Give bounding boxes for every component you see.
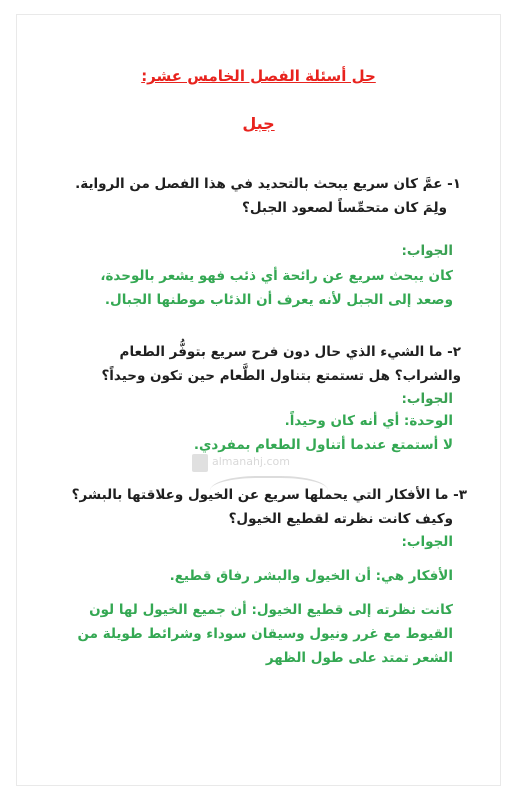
answer-3-line-3: القيوط مع غرر ونيول وسيقان سوداء وشرائط طويلة من bbox=[77, 626, 453, 642]
answer-3-line-1: الأفكار هي: أن الخيول والبشر رفاق قطيع. bbox=[169, 568, 453, 584]
title-text: حل أسئلة الفصل الخامس عشر: bbox=[141, 67, 376, 85]
question-3 bbox=[27, 483, 467, 531]
answer-3 bbox=[33, 564, 453, 670]
question-1-line-1: ١- عمَّ كان سريع يبحث بالتحديد في هذا الفصل من الرواية. bbox=[75, 176, 461, 192]
answer-1-label: الجواب: bbox=[401, 243, 453, 259]
question-1-line-2: ولِمَ كان متحمِّساً لصعود الجبل؟ bbox=[242, 200, 447, 216]
watermark-logo-icon bbox=[192, 454, 208, 472]
answer-2-line-1: الوحدة: أي أنه كان وحيداً. bbox=[284, 413, 453, 429]
question-2-line-2: والشراب؟ هل تستمتع بتناول الطَّعام حين تكون وحيداً؟ bbox=[101, 368, 461, 384]
watermark-text: almanahj.com bbox=[212, 455, 290, 468]
question-2-line-1: ٢- ما الشيء الذي حال دون فرح سريع بتوفُّر الطعام bbox=[119, 344, 461, 360]
answer-1-line-1: كان يبحث سريع عن رائحة أي ذئب فهو يشعر بالوحدة، bbox=[100, 268, 453, 284]
answer-1-line-2: وصعد إلى الجبل لأنه يعرف أن الذئاب موطنها الجبال. bbox=[104, 292, 453, 308]
answer-3-line-2: كانت نظرته إلى قطيع الخيول: أن جميع الخيول لها لون bbox=[89, 602, 453, 618]
question-2 bbox=[31, 340, 461, 388]
page-title bbox=[0, 67, 517, 85]
answer-2 bbox=[33, 409, 453, 457]
question-3-line-1: ٣- ما الأفكار التي يحملها سريع عن الخيول وعلاقتها بالبشر؟ bbox=[71, 487, 467, 503]
answer-2-line-2: لا أستمتع عندما أتناول الطعام بمفردي. bbox=[193, 437, 453, 453]
question-3-line-2: وكيف كانت نظرته لقطيع الخيول؟ bbox=[228, 511, 453, 527]
answer-2-label: الجواب: bbox=[401, 391, 453, 407]
answer-3-line-4: الشعر تمتد على طول الظهر bbox=[265, 650, 453, 666]
question-1 bbox=[31, 172, 461, 220]
answer-3-label: الجواب: bbox=[401, 534, 453, 550]
answer-1 bbox=[33, 264, 453, 312]
chapter-subtitle: جبل bbox=[242, 114, 275, 133]
